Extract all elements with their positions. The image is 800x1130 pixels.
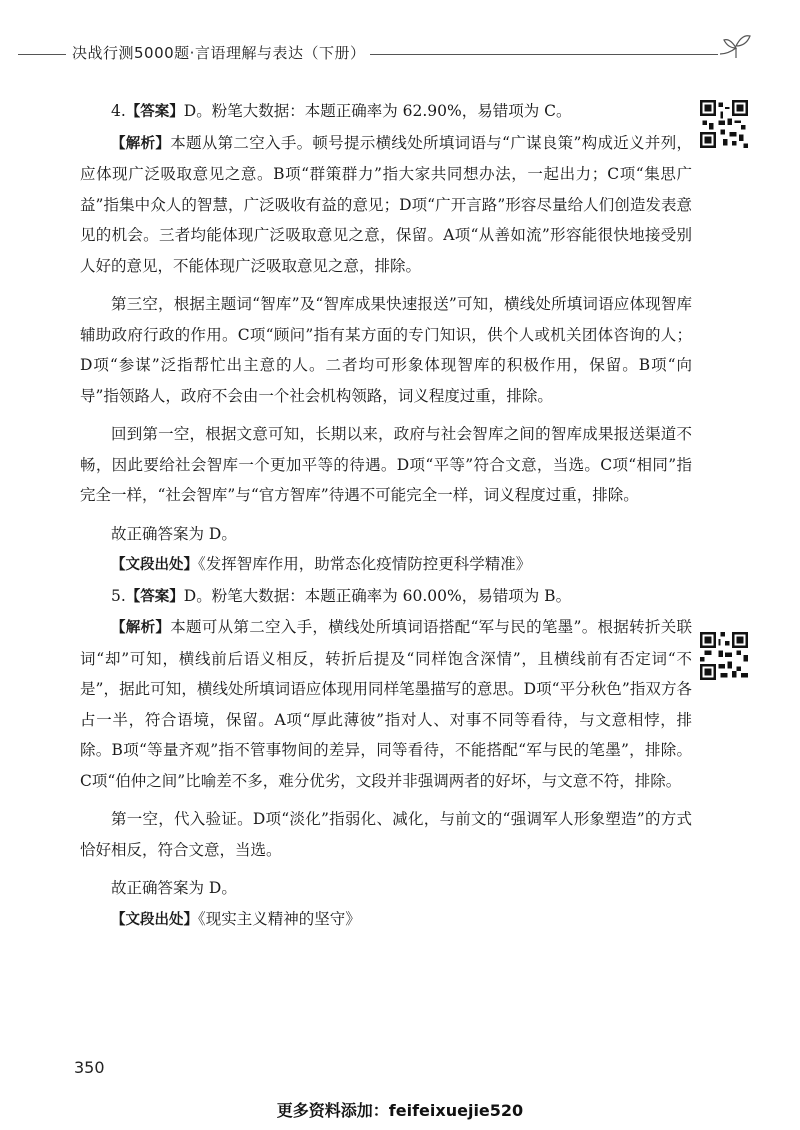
running-header: [0, 40, 800, 66]
q5-analysis-tag: 【解析】: [111, 620, 171, 636]
q5-analysis-text: 本题可从第二空入手，横线处所填词语搭配“军与民的笔墨”。根据转折关联词“却”可知，横线前后语义相反，转折后提及“同样饱含深情”，且横线前有否定词“不是”，据此可知，横线处所填词语应体现用同样笔墨描写的意思。D项“平分秋色”指双方各占一半，符合语境，保留。A项“厚此薄彼”指对人、对事不同等看待，与文意相悖，排除。B项“等量齐观”指不管事物间的差异，同等看待，不能搭配“军与民的笔墨”，排除。C项“伯仲之间”比喻差不多，难分优劣，文段并非强调两者的好坏，与文意不符，排除。: [80, 618, 693, 790]
qr-code-icon: [700, 632, 748, 680]
q4-analysis-text: 本题从第二空入手。顿号提示横线处所填词语与“广谋良策”构成近义并列，应体现广泛吸取意见之意。B项“群策群力”指大家共同想办法，一起出力；C项“集思广益”指集中众人的智慧，广泛吸收有益的意见；D项“广开言路”形容尽量给人们创造发表意见的机会。三者均能体现广泛吸取意见之意，保留。A项“从善如流”形容能很快地接受别人好的意见，不能体现广泛吸取意见之意，排除。: [80, 133, 693, 275]
q4-analysis-tag: 【解析】: [111, 135, 171, 152]
q4-source-tag: 【文段出处】: [111, 557, 198, 573]
q5-answer-line: [80, 581, 692, 613]
q5-source-text: 《现实主义精神的坚守》: [198, 909, 361, 928]
q5-answer-tag: 【答案】: [125, 588, 184, 605]
q4-source: [80, 549, 692, 581]
q4-answer-text: D。粉笔大数据：本题正确率为 62.90%，易错项为 C。: [183, 102, 572, 120]
q4-number: 4.: [111, 102, 126, 120]
q5-answer-text: D。粉笔大数据：本题正确率为 60.00%，易错项为 B。: [183, 586, 572, 605]
qr-code-icon: [700, 100, 748, 148]
q4-answer-tag: 【答案】: [125, 104, 184, 120]
q4-para-3: 回到第一空，根据文意可知，长期以来，政府与社会智库之间的智库成果报送渠道不畅，因此要给社会智库一个更加平等的待遇。D项“平等”符合文意，当选。C项“相同”指完全一样，“社会智库”与“官方智库”待遇不可能完全一样，词义程度过重，排除。: [80, 425, 692, 504]
q5-analysis: [80, 612, 692, 796]
header-rule-left: [18, 54, 66, 55]
page-number: 350: [74, 1058, 105, 1077]
q4-para-2: 第三空，根据主题词“智库”及“智库成果快速报送”可知，横线处所填词语应体现智库辅助政府行政的作用。C项“顾问”指有某方面的专门知识，供个人或机关团体咨询的人；D项“参谋”泛指帮忙出主意的人。二者均可形象体现智库的积极作用，保留。B项“向导”指领路人，政府不会由一个社会机构领路，词义程度过重，排除。: [80, 295, 692, 405]
q5-conclusion: 故正确答案为 D。: [111, 879, 237, 897]
footer-note: 更多资料添加：feifeixuejie520: [276, 1101, 524, 1120]
q4-conclusion: 故正确答案为 D。: [111, 524, 237, 543]
q4-source-text: 《发挥智库作用，助常态化疫情防控更科学精准》: [198, 555, 532, 573]
q4-analysis: [80, 128, 692, 282]
header-title: 决战行测5000题·言语理解与表达（下册）: [72, 44, 366, 62]
q4-answer-line: [80, 96, 692, 128]
page-body: [80, 96, 692, 935]
q5-para-2: 第一空，代入验证。D项“淡化”指弱化、减化，与前文的“强调军人形象塑造”的方式恰好相反，符合文意，当选。: [80, 810, 692, 859]
q5-source: [80, 904, 692, 936]
q5-source-tag: 【文段出处】: [111, 911, 198, 928]
sprout-icon: [716, 28, 756, 68]
q5-number: 5.: [111, 586, 126, 605]
header-rule-right: [370, 54, 718, 55]
